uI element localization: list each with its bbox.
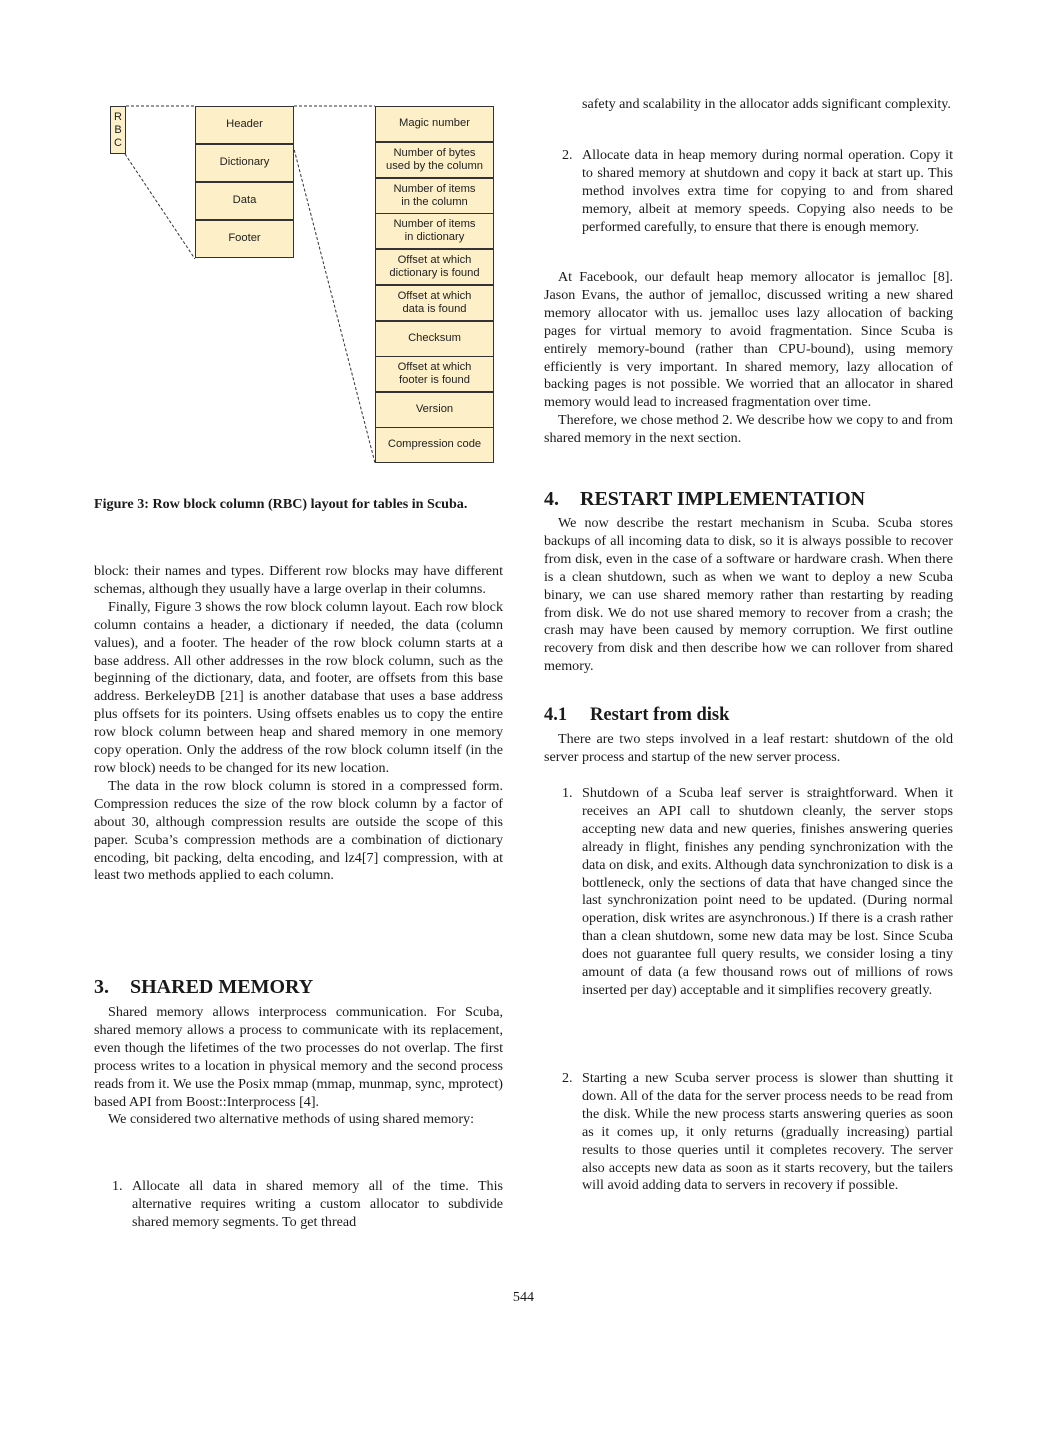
list-marker: 1. xyxy=(112,1178,123,1194)
figure-caption: Figure 3: Row block column (RBC) layout for tables in Scuba. xyxy=(94,496,468,512)
header-field-bytes-used xyxy=(375,142,494,178)
paragraph: There are two steps involved in a leaf restart: shutdown of the old server process and startup of the new server process. xyxy=(544,731,953,765)
list-item-text: Starting a new Scuba server process is slower than shutting it down. All of the data for the server process needs to be read from the disk. While the new process starts answering queries as soon as it comes up, it only returns (gradually increasing) partial results to those queries until it completes recovery. The server also accepts new data as soon as it starts recovery, but the tailers will avoid adding data to servers in recovery if possible. xyxy=(582,1070,953,1194)
box-label: Version xyxy=(415,403,454,416)
list-item xyxy=(544,785,953,1000)
box-label: used by the column xyxy=(385,160,484,172)
box-label: Offset at which xyxy=(397,289,472,302)
list-marker: 2. xyxy=(562,147,573,163)
box-label: Magic number xyxy=(399,117,470,130)
box-label: Number of items xyxy=(393,217,476,230)
paragraph: Shared memory allows interprocess communication. For Scuba, shared memory allows a process to communicate with its replacement, even though the lifetimes of the two processes do not overlap. The first process writes to a location in physical memory and the second process reads from it. We use the Posix mmap (mmap, munmap, sync, mprotect) based API from Boost::Interprocess [4]. xyxy=(94,1004,503,1110)
section-number: 4. xyxy=(544,488,559,510)
box-label: in the column xyxy=(401,196,468,208)
rbc-box xyxy=(110,106,126,154)
rbc-section-data xyxy=(195,182,294,220)
header-field-magic-number xyxy=(375,106,494,142)
box-label: Dictionary xyxy=(219,156,270,169)
box-label: Number of items xyxy=(393,182,476,195)
box-label: in dictionary xyxy=(404,231,465,243)
list-item-continuation xyxy=(544,96,953,114)
rbc-section-dictionary xyxy=(195,144,294,182)
rbc-section-footer xyxy=(195,220,294,258)
section-heading-restart-implementation xyxy=(544,488,953,510)
rbc-letter: C xyxy=(114,136,122,149)
box-label: Number of bytes xyxy=(393,146,476,159)
header-field-version xyxy=(375,392,494,428)
page-number: 544 xyxy=(512,1289,535,1305)
subsection-heading-restart-from-disk xyxy=(544,704,953,726)
box-label: Data xyxy=(232,194,257,207)
box-label: Offset at which xyxy=(397,360,472,373)
figure-3-rbc-diagram xyxy=(100,95,510,475)
box-label: dictionary is found xyxy=(389,267,480,279)
box-label: Checksum xyxy=(408,332,461,345)
section-title: SHARED MEMORY xyxy=(130,976,314,998)
list-item-text: Allocate all data in shared memory all of the time. This alternative requires writing a custom allocator to subdivide shared memory segments. To get thread xyxy=(132,1178,503,1230)
paragraph: We now describe the restart mechanism in Scuba. Scuba stores backups of all incoming data to disk, so it is always possible to recover from disk, even in the case of a software or hardware crash. When there is a clean shutdown, such as when we want to deploy a new Scuba binary, we can use shared memory rather than restarting by reading from disk. We do not use shared memory to recover from a crash; the crash may have been caused by memory corruption. We first outline recovery from disk and then describe how we can rollover from shared memory. xyxy=(544,515,953,675)
paragraph: We considered two alternative methods of using shared memory: xyxy=(108,1111,474,1128)
list-marker: 2. xyxy=(562,1070,573,1086)
header-field-items-in-column xyxy=(375,178,494,214)
header-field-compression-code xyxy=(375,427,494,463)
box-label: Footer xyxy=(228,232,261,245)
header-field-footer-offset xyxy=(375,356,494,392)
list-item-text: safety and scalability in the allocator adds significant complexity. xyxy=(582,96,951,112)
header-field-dictionary-offset xyxy=(375,249,494,285)
box-label: Compression code xyxy=(387,438,482,451)
list-item xyxy=(544,147,953,237)
list-item-text: Shutdown of a Scuba leaf server is straightforward. When it receives an API call to shutdown cleanly, the server stops accepting new data and new queries, finishes answering queries already in flight, finishes any pending synchronization with the data on disk, and exits. Although data synchronization to disk is a bottleneck, only the sections of data that have changed since the last synchronization point need to be updated. (During normal operation, disk writes are asynchronous.) If there is a crash rather than a clean shutdown, some new data may be lost. Since Scuba does not guarantee full query results, we consider losing a tiny amount of data (a few thousand rows out of millions of rows inserted per day) acceptable and it simplifies recovery greatly. xyxy=(582,785,953,998)
box-label: Offset at which xyxy=(397,253,472,266)
paragraph: Therefore, we chose method 2. We describe how we copy to and from shared memory in the next section. xyxy=(544,412,953,447)
box-label: data is found xyxy=(402,303,467,315)
list-marker: 1. xyxy=(562,785,573,801)
subsection-title: Restart from disk xyxy=(590,705,730,725)
paragraph: At Facebook, our default heap memory allocator is jemalloc [8]. Jason Evans, the author of jemalloc, discussed writing a new shared memory allocator with us. jemalloc uses lazy allocation of backing pages for virtual memory to avoid fragmentation. Since Scuba is entirely memory-bound (rather than CPU-bound), using memory efficiently is very important. In shared memory, lazy allocation of backing pages is not possible. We worried that an allocator in shared memory would lead to increased fragmentation over time. xyxy=(544,269,953,411)
section-title: RESTART IMPLEMENTATION xyxy=(580,488,866,510)
list-item xyxy=(544,1070,953,1195)
header-field-checksum xyxy=(375,321,494,357)
box-label: Header xyxy=(226,118,263,131)
subsection-number: 4.1 xyxy=(544,705,568,725)
rbc-letter: B xyxy=(114,123,122,136)
header-field-items-in-dictionary xyxy=(375,213,494,249)
section-number: 3. xyxy=(94,976,109,998)
header-field-data-offset xyxy=(375,285,494,321)
rbc-section-header xyxy=(195,106,294,144)
box-label: footer is found xyxy=(399,374,470,386)
paragraph: Finally, Figure 3 shows the row block column layout. Each row block column contains a header, a dictionary if needed, the data (column values), and a footer. The header of the row block column starts at a base address. All other addresses in the row block column, such as the beginning of the dictionary, data, and footer, are offsets from this base address. BerkeleyDB [21] is another database that uses a base address plus offsets for its pointers. Using offsets enables us to copy the entire row block column between heap and shared memory in one memory copy operation. Only the address of the row block column itself (in the row block) needs to be changed for its new location. xyxy=(94,598,503,776)
section-heading-shared-memory xyxy=(94,976,503,998)
paragraph: block: their names and types. Different row blocks may have different schemas, although they usually have a large overlap in their columns. xyxy=(94,563,503,597)
list-item xyxy=(94,1178,503,1232)
rbc-letter: R xyxy=(114,110,122,123)
list-item-text: Allocate data in heap memory during normal operation. Copy it to shared memory at shutdown and copy it back at start up. This method involves extra time for copying to and from shared memory, albeit at memory speeds. Copying also needs to be performed carefully, to ensure that there is enough memory. xyxy=(582,147,953,235)
paragraph: The data in the row block column is stored in a compressed form. Compression reduces the size of the row block column by a factor of about 30, although compression results are outside the scope of this paper. Scuba’s compression methods are a combination of dictionary encoding, bit packing, delta encoding, and lz4[7] compression, with at least two methods applied to each column. xyxy=(94,777,503,884)
